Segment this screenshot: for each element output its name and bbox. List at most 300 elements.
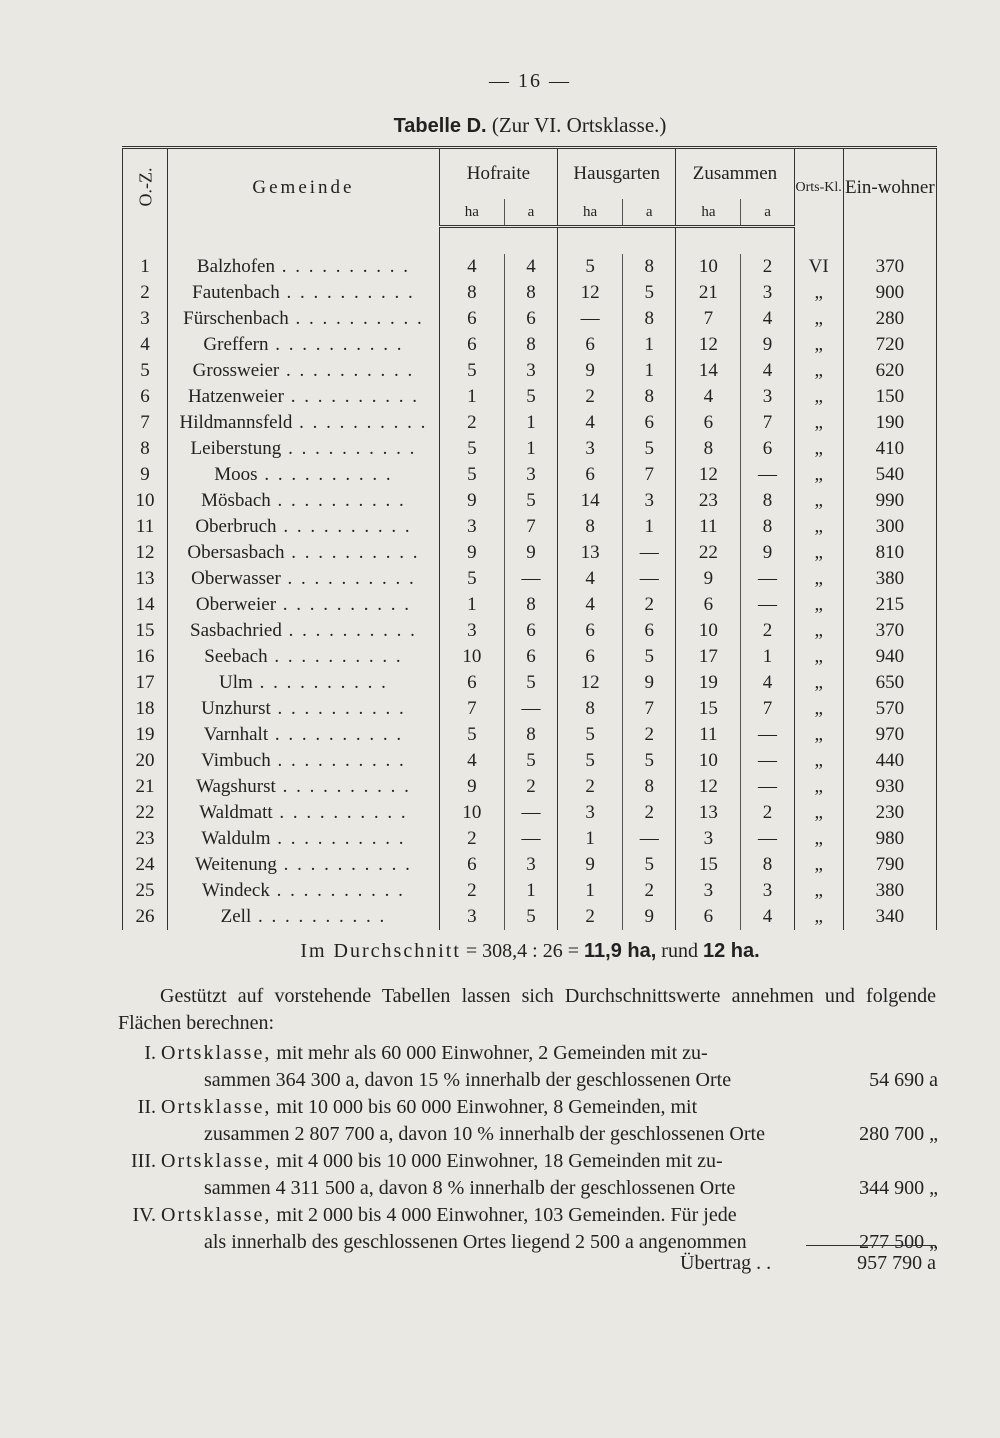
row-zus-ha: 12 [676, 774, 741, 800]
header-haus-a: a [623, 199, 676, 227]
class-roman: IV. [132, 1204, 156, 1226]
table-row [123, 436, 937, 462]
row-haus-a: 5 [623, 852, 676, 878]
row-name-text: Weitenung [195, 853, 277, 875]
row-hof-ha: 3 [439, 514, 504, 540]
leader-dots: . . . . . . . . . . [276, 853, 412, 875]
row-name [168, 800, 440, 826]
row-haus-ha: 2 [558, 774, 623, 800]
table-row [123, 722, 937, 748]
row-name-text: Fautenbach [192, 281, 280, 303]
row-hof-ha: 3 [439, 618, 504, 644]
row-zus-a: — [741, 722, 794, 748]
row-zus-ha: 10 [676, 618, 741, 644]
row-zus-ha: 4 [676, 384, 741, 410]
row-haus-ha: 6 [558, 618, 623, 644]
row-number: 14 [123, 592, 168, 618]
row-hof-ha: 6 [439, 306, 504, 332]
header-zus-a: a [741, 199, 794, 227]
class-amount: 280 700 „ [859, 1123, 938, 1145]
row-name-text: Hatzenweier [187, 385, 284, 407]
row-name-text: Fürschenbach [183, 307, 289, 329]
row-hof-ha: 6 [439, 852, 504, 878]
row-name-text: Greffern [203, 333, 269, 355]
row-name [168, 358, 440, 384]
row-haus-a: 2 [623, 592, 676, 618]
row-hof-a: 5 [504, 384, 557, 410]
row-ortskl: „ [794, 358, 843, 384]
row-hof-a: 5 [504, 748, 557, 774]
row-name [168, 878, 440, 904]
row-hof-a: — [504, 826, 557, 852]
row-number: 2 [123, 280, 168, 306]
row-ortskl: „ [794, 488, 843, 514]
leader-dots: . . . . . . . . . . [270, 697, 406, 719]
table-row [123, 800, 937, 826]
row-name [168, 852, 440, 878]
row-hof-a: 5 [504, 670, 557, 696]
table-row [123, 280, 937, 306]
row-name-text: Waldmatt [199, 801, 273, 823]
row-name [168, 462, 440, 488]
leader-dots: . . . . . . . . . . [284, 541, 420, 563]
row-hof-ha: 3 [439, 904, 504, 930]
row-name-text: Moos [214, 463, 258, 485]
row-haus-a: 9 [623, 670, 676, 696]
row-ortskl: „ [794, 618, 843, 644]
class-label: Ortsklasse, [161, 1042, 272, 1064]
table-row [123, 566, 937, 592]
row-ortskl: „ [794, 514, 843, 540]
class-amount: 54 690 a [869, 1069, 938, 1091]
row-haus-a: — [623, 826, 676, 852]
row-number: 5 [123, 358, 168, 384]
row-haus-a: 1 [623, 514, 676, 540]
row-ortskl: „ [794, 410, 843, 436]
uebertrag-label: Übertrag . . [680, 1252, 772, 1274]
row-zus-ha: 11 [676, 722, 741, 748]
row-ortskl: VI [794, 254, 843, 280]
row-haus-ha: 5 [558, 254, 623, 280]
row-number: 16 [123, 644, 168, 670]
row-einwohner: 940 [843, 644, 936, 670]
row-zus-a: 1 [741, 644, 794, 670]
row-haus-a: 7 [623, 696, 676, 722]
row-haus-a: — [623, 540, 676, 566]
row-zus-ha: 9 [676, 566, 741, 592]
row-number: 6 [123, 384, 168, 410]
row-zus-ha: 8 [676, 436, 741, 462]
row-einwohner: 570 [843, 696, 936, 722]
row-name [168, 644, 440, 670]
row-haus-a: — [623, 566, 676, 592]
row-name [168, 488, 440, 514]
row-haus-a: 8 [623, 254, 676, 280]
row-hof-a: 3 [504, 462, 557, 488]
row-zus-a: — [741, 748, 794, 774]
row-number: 17 [123, 670, 168, 696]
row-einwohner: 650 [843, 670, 936, 696]
table-row [123, 644, 937, 670]
row-hof-ha: 2 [439, 410, 504, 436]
row-hof-ha: 1 [439, 592, 504, 618]
row-hof-a: 6 [504, 618, 557, 644]
row-ortskl: „ [794, 566, 843, 592]
class-line2: zusammen 2 807 700 a, davon 10 % innerhalb der geschlossenen Orte [204, 1123, 765, 1145]
class-label: Ortsklasse, [161, 1096, 272, 1118]
row-zus-ha: 3 [676, 878, 741, 904]
row-ortskl: „ [794, 774, 843, 800]
row-einwohner: 150 [843, 384, 936, 410]
leader-dots: . . . . . . . . . . [281, 437, 417, 459]
row-haus-a: 1 [623, 358, 676, 384]
row-einwohner: 190 [843, 410, 936, 436]
row-einwohner: 930 [843, 774, 936, 800]
row-hof-a: 1 [504, 436, 557, 462]
row-hof-a: 3 [504, 358, 557, 384]
class-roman: I. [144, 1042, 156, 1064]
row-zus-a: 2 [741, 800, 794, 826]
header-gemeinde: Gemeinde [168, 148, 440, 227]
row-haus-ha: 1 [558, 878, 623, 904]
row-number: 25 [123, 878, 168, 904]
row-name-text: Oberwasser [191, 567, 281, 589]
row-zus-ha: 17 [676, 644, 741, 670]
row-einwohner: 980 [843, 826, 936, 852]
row-zus-a: 3 [741, 878, 794, 904]
row-haus-ha: 4 [558, 566, 623, 592]
row-zus-a: — [741, 592, 794, 618]
table-row [123, 904, 937, 930]
row-name-text: Windeck [202, 879, 270, 901]
row-einwohner: 340 [843, 904, 936, 930]
row-number: 8 [123, 436, 168, 462]
row-einwohner: 620 [843, 358, 936, 384]
leader-dots: . . . . . . . . . . [268, 333, 404, 355]
row-einwohner: 370 [843, 618, 936, 644]
row-number: 11 [123, 514, 168, 540]
row-name-text: Balzhofen [196, 255, 275, 277]
row-zus-ha: 11 [676, 514, 741, 540]
row-number: 20 [123, 748, 168, 774]
row-zus-ha: 15 [676, 696, 741, 722]
header-zusammen: Zusammen [676, 148, 794, 200]
row-number: 21 [123, 774, 168, 800]
row-zus-ha: 10 [676, 748, 741, 774]
row-zus-ha: 14 [676, 358, 741, 384]
row-ortskl: „ [794, 332, 843, 358]
row-zus-a: 6 [741, 436, 794, 462]
row-hof-a: — [504, 800, 557, 826]
row-hof-ha: 6 [439, 670, 504, 696]
table-row [123, 384, 937, 410]
row-name [168, 826, 440, 852]
table-row [123, 592, 937, 618]
row-name-text: Wagshurst [196, 775, 276, 797]
row-zus-ha: 6 [676, 592, 741, 618]
row-number: 1 [123, 254, 168, 280]
row-name-text: Obersasbach [187, 541, 285, 563]
table-row [123, 618, 937, 644]
row-name [168, 254, 440, 280]
row-ortskl: „ [794, 644, 843, 670]
row-zus-ha: 12 [676, 332, 741, 358]
title-rest: (Zur VI. Ortsklasse.) [491, 113, 667, 137]
row-haus-a: 6 [623, 618, 676, 644]
row-haus-ha: 5 [558, 722, 623, 748]
row-haus-ha: — [558, 306, 623, 332]
average-calc: = 308,4 : 26 = [465, 940, 579, 962]
row-zus-a: 2 [741, 618, 794, 644]
row-number: 26 [123, 904, 168, 930]
row-haus-ha: 5 [558, 748, 623, 774]
row-hof-a: 6 [504, 306, 557, 332]
row-name [168, 748, 440, 774]
leader-dots: . . . . . . . . . . [270, 827, 406, 849]
row-hof-ha: 5 [439, 436, 504, 462]
row-ortskl: „ [794, 462, 843, 488]
leader-dots: . . . . . . . . . . [279, 359, 415, 381]
row-hof-a: 3 [504, 852, 557, 878]
leader-dots: . . . . . . . . . . [292, 411, 428, 433]
table-row [123, 306, 937, 332]
row-hof-a: — [504, 566, 557, 592]
row-number: 7 [123, 410, 168, 436]
row-hof-a: 1 [504, 878, 557, 904]
leader-dots: . . . . . . . . . . [276, 593, 412, 615]
page-number: — 16 — [489, 70, 571, 92]
row-hof-a: 6 [504, 644, 557, 670]
row-zus-a: 7 [741, 410, 794, 436]
row-zus-ha: 13 [676, 800, 741, 826]
leader-dots: . . . . . . . . . . [272, 801, 408, 823]
row-zus-a: 4 [741, 904, 794, 930]
row-ortskl: „ [794, 592, 843, 618]
class-item [118, 1148, 938, 1202]
row-haus-a: 8 [623, 774, 676, 800]
row-hof-a: 5 [504, 488, 557, 514]
table-row [123, 488, 937, 514]
row-zus-a: 8 [741, 852, 794, 878]
row-zus-a: 3 [741, 280, 794, 306]
row-hof-ha: 5 [439, 358, 504, 384]
row-name-text: Zell [220, 905, 252, 927]
row-number: 19 [123, 722, 168, 748]
row-haus-ha: 9 [558, 852, 623, 878]
row-haus-a: 2 [623, 878, 676, 904]
leader-dots: . . . . . . . . . . [251, 905, 387, 927]
row-haus-ha: 3 [558, 436, 623, 462]
row-name-text: Oberbruch [195, 515, 277, 537]
class-line1: mit 2 000 bis 4 000 Einwohner, 103 Gemeinden. Für jede [276, 1204, 737, 1226]
row-ortskl: „ [794, 280, 843, 306]
row-name [168, 904, 440, 930]
row-einwohner: 540 [843, 462, 936, 488]
row-hof-ha: 9 [439, 774, 504, 800]
row-name [168, 592, 440, 618]
header-haus-ha: ha [558, 199, 623, 227]
row-name [168, 670, 440, 696]
row-number: 4 [123, 332, 168, 358]
row-name-text: Unzhurst [201, 697, 271, 719]
row-hof-a: 1 [504, 410, 557, 436]
row-name-text: Grossweier [192, 359, 280, 381]
row-name [168, 384, 440, 410]
row-name [168, 540, 440, 566]
class-item [118, 1094, 938, 1148]
row-einwohner: 230 [843, 800, 936, 826]
row-haus-a: 5 [623, 748, 676, 774]
row-hof-a: 8 [504, 280, 557, 306]
row-name-text: Hildmannsfeld [179, 411, 293, 433]
row-zus-a: — [741, 566, 794, 592]
row-hof-a: — [504, 696, 557, 722]
class-line2: sammen 4 311 500 a, davon 8 % innerhalb der geschlossenen Orte [204, 1177, 736, 1199]
row-einwohner: 280 [843, 306, 936, 332]
class-line1: mit mehr als 60 000 Einwohner, 2 Gemeinden mit zu- [276, 1042, 708, 1064]
class-line2: als innerhalb des geschlossenen Ortes liegend 2 500 a angenommen [204, 1231, 747, 1253]
row-number: 22 [123, 800, 168, 826]
data-table [122, 146, 937, 930]
row-name [168, 332, 440, 358]
row-hof-ha: 1 [439, 384, 504, 410]
header-hausgarten: Hausgarten [558, 148, 676, 200]
row-hof-ha: 4 [439, 254, 504, 280]
row-haus-a: 1 [623, 332, 676, 358]
table-row [123, 514, 937, 540]
row-ortskl: „ [794, 670, 843, 696]
row-einwohner: 380 [843, 566, 936, 592]
row-zus-ha: 6 [676, 410, 741, 436]
row-einwohner: 215 [843, 592, 936, 618]
class-line1: mit 10 000 bis 60 000 Einwohner, 8 Gemeinden, mit [276, 1096, 698, 1118]
class-line1: mit 4 000 bis 10 000 Einwohner, 18 Gemeinden mit zu- [276, 1150, 723, 1172]
class-line2: sammen 364 300 a, davon 15 % innerhalb der geschlossenen Orte [204, 1069, 732, 1091]
header-ortskl: Orts-Kl. [794, 148, 843, 227]
row-hof-ha: 5 [439, 722, 504, 748]
row-name-text: Varnhalt [203, 723, 269, 745]
class-item [118, 1202, 938, 1256]
row-hof-a: 8 [504, 592, 557, 618]
header-hofraite: Hofraite [439, 148, 557, 200]
table-row [123, 826, 937, 852]
row-number: 3 [123, 306, 168, 332]
row-hof-ha: 6 [439, 332, 504, 358]
intro-paragraph: Gestützt auf vorstehende Tabellen lassen sich Durchschnittswerte annehmen und folgende Flächen berechnen: [118, 985, 936, 1034]
row-haus-ha: 1 [558, 826, 623, 852]
row-haus-ha: 2 [558, 904, 623, 930]
row-haus-ha: 8 [558, 696, 623, 722]
table-row [123, 748, 937, 774]
row-haus-ha: 4 [558, 410, 623, 436]
row-zus-a: 8 [741, 488, 794, 514]
row-hof-a: 8 [504, 722, 557, 748]
class-roman: III. [131, 1150, 156, 1172]
row-zus-a: 8 [741, 514, 794, 540]
row-einwohner: 410 [843, 436, 936, 462]
row-hof-a: 8 [504, 332, 557, 358]
row-number: 24 [123, 852, 168, 878]
table-row [123, 878, 937, 904]
row-hof-a: 9 [504, 540, 557, 566]
row-einwohner: 900 [843, 280, 936, 306]
row-ortskl: „ [794, 904, 843, 930]
row-ortskl: „ [794, 852, 843, 878]
row-hof-ha: 2 [439, 878, 504, 904]
row-haus-ha: 6 [558, 332, 623, 358]
row-zus-ha: 21 [676, 280, 741, 306]
table-row [123, 332, 937, 358]
leader-dots: . . . . . . . . . . [267, 645, 403, 667]
row-haus-ha: 12 [558, 670, 623, 696]
row-haus-a: 3 [623, 488, 676, 514]
row-einwohner: 440 [843, 748, 936, 774]
row-einwohner: 990 [843, 488, 936, 514]
row-number: 12 [123, 540, 168, 566]
header-zus-ha: ha [676, 199, 741, 227]
row-haus-ha: 6 [558, 462, 623, 488]
row-number: 15 [123, 618, 168, 644]
row-hof-ha: 5 [439, 462, 504, 488]
row-haus-a: 8 [623, 306, 676, 332]
row-haus-a: 6 [623, 410, 676, 436]
class-item [118, 1040, 938, 1094]
row-name-text: Sasbachried [190, 619, 282, 641]
row-ortskl: „ [794, 384, 843, 410]
page-title [0, 113, 1000, 138]
row-hof-a: 5 [504, 904, 557, 930]
row-haus-ha: 8 [558, 514, 623, 540]
table-row [123, 540, 937, 566]
row-hof-a: 7 [504, 514, 557, 540]
row-einwohner: 370 [843, 254, 936, 280]
row-name-text: Leiberstung [190, 437, 282, 459]
class-amount: 344 900 „ [859, 1177, 938, 1199]
average-label: Im Durchschnitt [300, 940, 461, 962]
table-row [123, 852, 937, 878]
average-value: 11,9 ha, [584, 940, 657, 962]
leader-dots: . . . . . . . . . . [279, 281, 415, 303]
average-rund: rund [661, 940, 698, 962]
row-name [168, 514, 440, 540]
row-ortskl: „ [794, 878, 843, 904]
row-haus-a: 8 [623, 384, 676, 410]
row-hof-ha: 10 [439, 644, 504, 670]
row-zus-a: 7 [741, 696, 794, 722]
uebertrag-amount: 957 790 a [857, 1252, 936, 1274]
row-zus-ha: 19 [676, 670, 741, 696]
row-ortskl: „ [794, 436, 843, 462]
row-name-text: Waldulm [201, 827, 271, 849]
leader-dots: . . . . . . . . . . [270, 749, 406, 771]
average-rounded: 12 ha. [702, 940, 760, 962]
row-haus-ha: 2 [558, 384, 623, 410]
row-zus-ha: 10 [676, 254, 741, 280]
leader-dots: . . . . . . . . . . [257, 463, 393, 485]
header-einwohner: Ein-wohner [843, 148, 936, 227]
row-zus-ha: 15 [676, 852, 741, 878]
row-haus-ha: 6 [558, 644, 623, 670]
row-zus-a: 4 [741, 306, 794, 332]
row-ortskl: „ [794, 748, 843, 774]
row-zus-ha: 22 [676, 540, 741, 566]
row-zus-ha: 3 [676, 826, 741, 852]
row-zus-a: 4 [741, 358, 794, 384]
row-zus-a: 9 [741, 332, 794, 358]
row-ortskl: „ [794, 722, 843, 748]
leader-dots: . . . . . . . . . . [270, 489, 406, 511]
row-name-text: Seebach [204, 645, 268, 667]
